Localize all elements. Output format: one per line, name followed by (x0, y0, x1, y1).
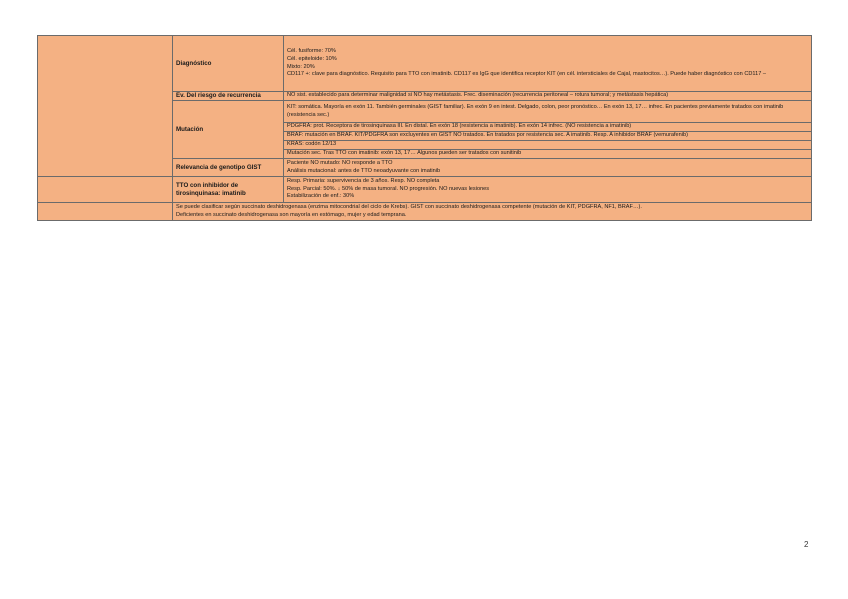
mutacion-pdgfra (284, 123, 812, 132)
recurrencia-content (284, 92, 812, 101)
text-line: PDGFRA: prot. Receptora de tirosinquinasa III. En distal. En exón 18 (resistencia a imatinib). En exón 14 infrec. (NO resistencia a imatinib) (287, 123, 632, 130)
text-line: BRAF: mutación en BRAF. KIT/PDGFRA son excluyentes en GIST NO tratados. En tratados por resistencia sec. A imatinib. Resp. A inhibidor BRAF (vemurafenib) (287, 132, 688, 139)
text-line: Cél. fusiforme: 70% (287, 48, 336, 55)
text-line: KRAS: codón 12/13 (287, 141, 337, 148)
mutacion-kit (284, 101, 812, 123)
row-label-mutacion: Mutación (173, 101, 284, 159)
text-line: NO sist. establecido para determinar malignidad si NO hay metástasis. Frec. diseminación (recurrencia peritoneal – rotura tumoral; y metástasis hepática) (287, 92, 669, 99)
row-label-diagnostico: Diagnóstico (173, 36, 284, 92)
row-label-relevancia: Relevancia de genotipo GIST (173, 159, 284, 177)
text-line: Estabilización de enf.: 30% (287, 193, 355, 200)
text-line: CD117 +: clave para diagnóstico. Requisito para TTO con imatinib. CD117 es IgG que identifica receptor KIT (en cél. intersticiales de Cajal, mastocitos…). Puede haber diagnóstico con CD117 – (287, 71, 766, 78)
text-line: Resp. Parcial: 50%. ↓ 50% de masa tumoral. NO progresión. NO nuevas lesiones (287, 185, 490, 192)
mutacion-kras (284, 141, 812, 150)
row-label-tto: TTO con inhibidor de tirosinquinasa: imatinib (173, 177, 284, 203)
mutacion-secundaria (284, 150, 812, 159)
page-number: 2 (804, 540, 809, 549)
text-line: Mixto: 20% (287, 63, 315, 70)
blank-left-column (38, 36, 173, 177)
row-label-recurrencia: Ev. Del riesgo de recurrencia (173, 92, 284, 101)
tto-content (284, 177, 812, 203)
text-line: Análisis mutacional: antes de TTO neoadyuvante con imatinib (287, 167, 441, 174)
mutacion-braf (284, 132, 812, 141)
diagnostico-content (284, 36, 812, 92)
blank-left-cell (38, 177, 173, 203)
text-line: Paciente NO mutado: NO responde a TTO (287, 159, 393, 166)
footer-note (173, 203, 812, 221)
text-line: Mutación sec. Tras TTO con imatinib: exón 13, 17… Algunos pueden ser tratados con sunitinib (287, 150, 522, 157)
text-line: Cél. epiteloide: 10% (287, 55, 337, 62)
text-line: Se puede clasificar según succinato deshidrogenasa (enzima mitocondrial del ciclo de Krebs). GIST con succinato deshidrogenasa competente (mutación de KIT, PDGFRA, NF1, BRAF…). (176, 203, 642, 210)
relevancia-content (284, 159, 812, 177)
text-line: KIT: somática. Mayoría en exón 11. También germinales (GIST familiar). En exón 9 en intest. Delgado, colon, peor pronóstico… En exón 13, 17… infrec. En pacientes previamente tratados con imatinib (resistencia sec.) (287, 103, 784, 118)
text-line: Deficientes en succinato deshidrogenasa son mayoría en estómago, mujer y edad temprana. (176, 211, 407, 218)
text-line: Resp. Primaria: supervivencia de 3 años. Resp. NO completa (287, 178, 440, 185)
gist-table (37, 35, 812, 221)
blank-left-cell (38, 203, 173, 221)
